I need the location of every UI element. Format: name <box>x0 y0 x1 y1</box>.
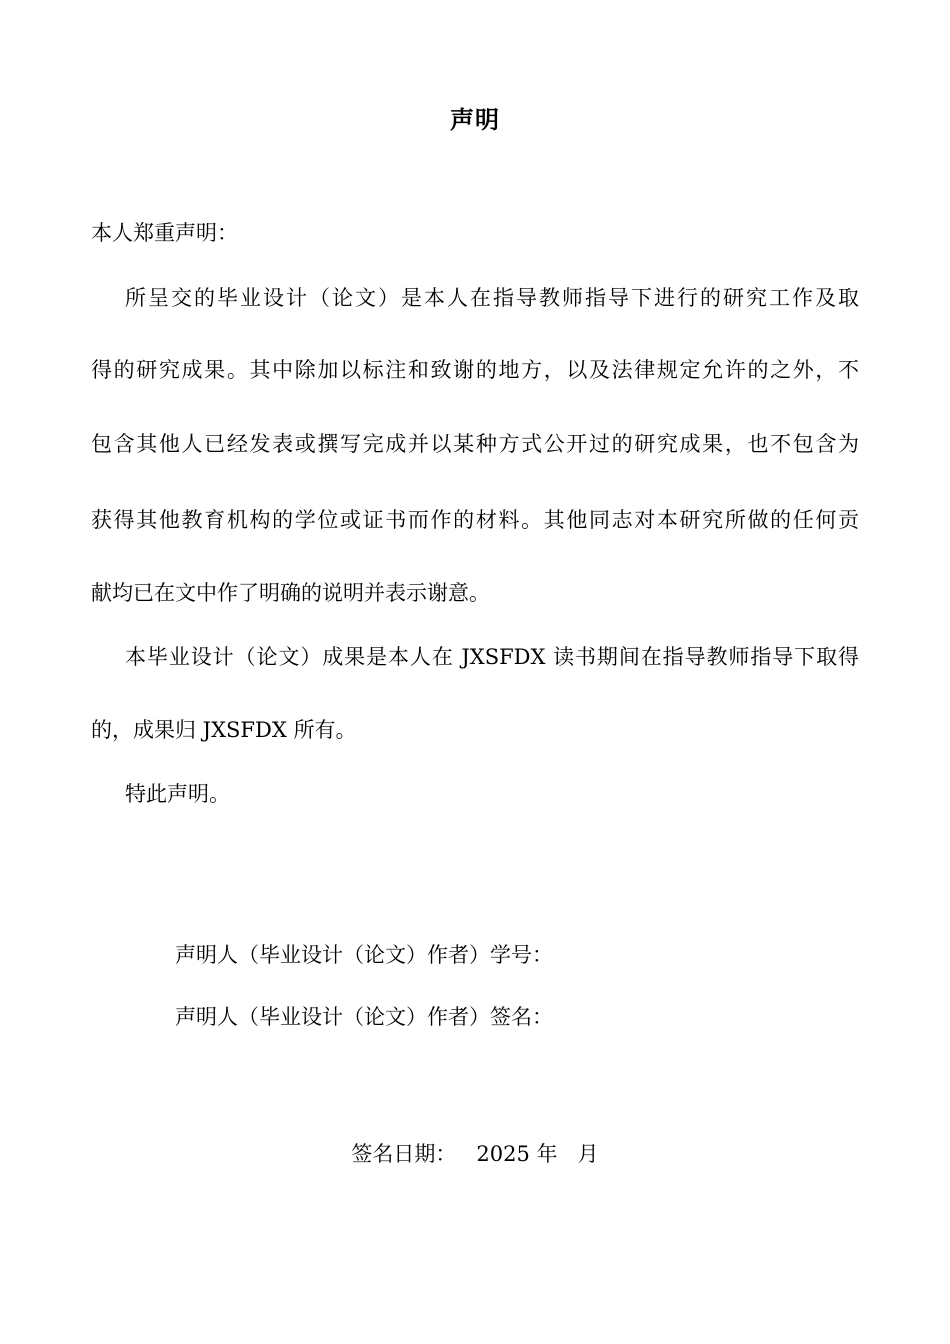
paragraph-line: 献均已在文中作了明确的说明并表示谢意。 <box>91 581 490 605</box>
paragraph-line: 得的研究成果。其中除加以标注和致谢的地方，以及法律规定允许的之外，不 <box>91 358 859 382</box>
paragraph-line: 本毕业设计（论文）成果是本人在 JXSFDX 读书期间在指导教师指导下取得 <box>125 645 859 669</box>
paragraph-line: 获得其他教育机构的学位或证书而作的材料。其他同志对本研究所做的任何贡 <box>91 508 859 532</box>
closing-text: 特此声明。 <box>125 782 230 806</box>
student-id-label: 声明人（毕业设计（论文）作者）学号： <box>175 943 553 967</box>
signature-date: 签名日期： 2025 年 月 <box>351 1142 599 1166</box>
paragraph-line: 所呈交的毕业设计（论文）是本人在指导教师指导下进行的研究工作及取 <box>125 286 859 310</box>
page-title: 声明 <box>450 106 500 134</box>
paragraph-line: 包含其他人已经发表或撰写完成并以某种方式公开过的研究成果，也不包含为 <box>91 432 859 456</box>
intro-text: 本人郑重声明： <box>91 221 238 245</box>
paragraph-line: 的，成果归 JXSFDX 所有。 <box>91 718 357 742</box>
signature-label: 声明人（毕业设计（论文）作者）签名： <box>175 1005 553 1029</box>
